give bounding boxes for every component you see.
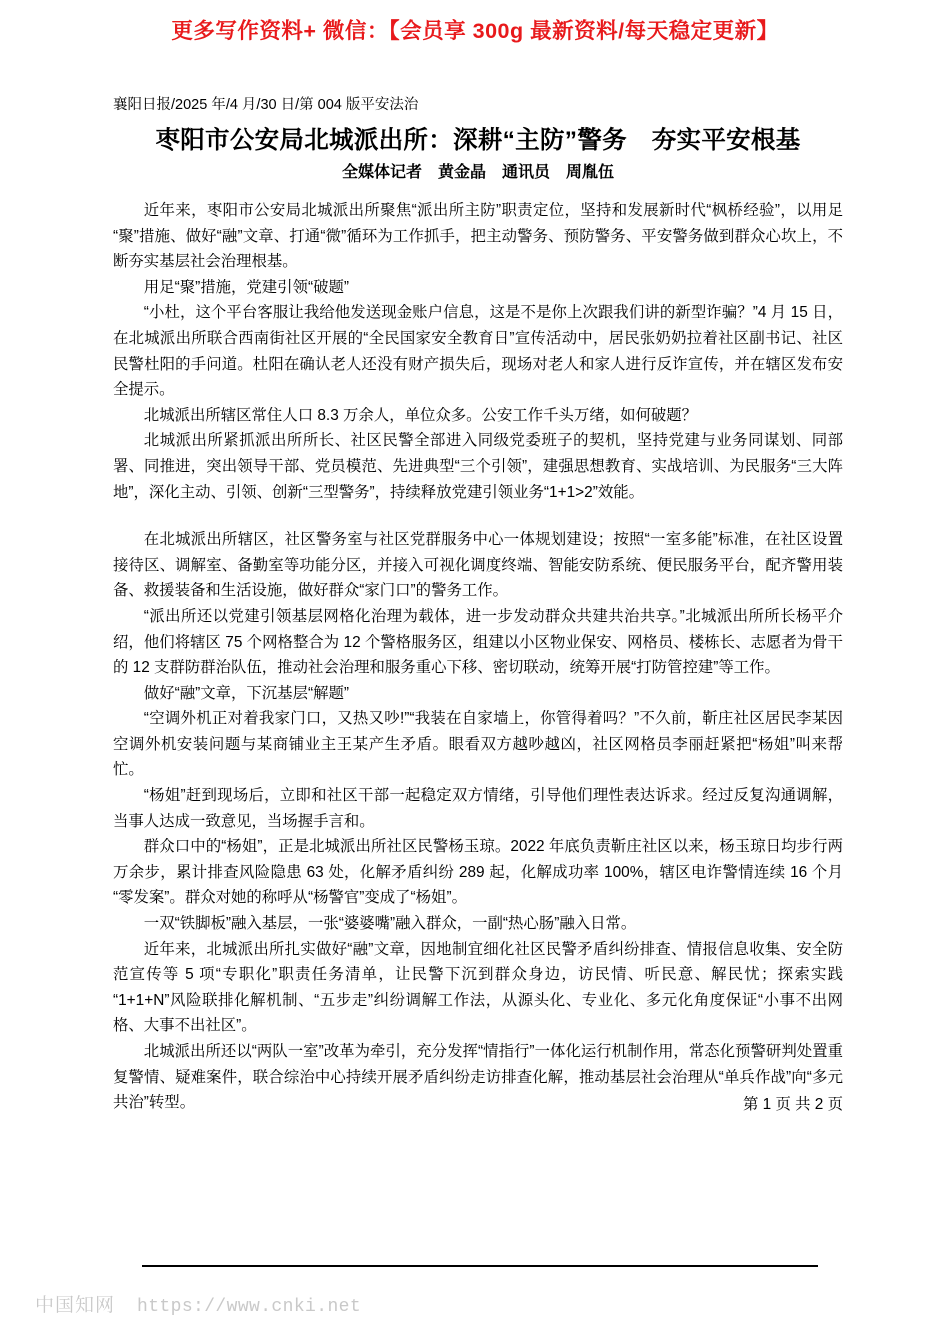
section-heading-rong: 做好“融”文章，下沉基层“解题” — [143, 684, 349, 702]
body-paragraph: “派出所还以党建引领基层网格化治理为载体，进一步发动群众共建共治共享。”北城派出所所长杨平介绍，他们将辖区 75 个网格整合为 12 个警格服务区，组建以小区物业保安、网格员、楼栋长、志愿者为骨干的 12 支群防群治队伍，推动社会治理和服务重心下移、密切联动，统筹开展“打防管控建”等工作。 — [113, 607, 843, 677]
page-title: 枣阳市公安局北城派出所：深耕“主防”警务 夯实平安根基 — [155, 127, 801, 154]
section-heading-ju: 用足“聚”措施，党建引领“破题” — [143, 278, 349, 296]
article-container — [113, 95, 843, 1116]
body-paragraph: 北城派出所紧抓派出所所长、社区民警全部进入同级党委班子的契机，坚持党建与业务同谋划、同部署、同推进，突出领导干部、党员模范、先进典型“三个引领”，建强思想教育、实战培训、为民服务“三大阵地”，深化主动、引领、创新“三型警务”，持续释放党建引领业务“1+1>2”效能。 — [113, 432, 843, 501]
page-indicator: 第 1 页 共 2 页 — [742, 1096, 843, 1113]
article-source-line: 襄阳日报/2025 年/4 月/30 日/第 004 版平安法治 — [113, 97, 419, 113]
cnki-logo-text: 中国知网 — [35, 1295, 116, 1316]
body-paragraph: 北城派出所辖区常住人口 8.3 万余人，单位众多。公安工作千头万绪，如何破题？ — [143, 406, 698, 424]
article-body — [113, 198, 843, 1116]
body-paragraph: “小杜，这个平台客服让我给他发送现金账户信息，这是不是你上次跟我们讲的新型诈骗？”4 月 15 日，在北城派出所联合西南街社区开展的“全民国家安全教育日”宣传活动中，居民张奶奶拉着社区副书记、社区民警杜阳的手问道。杜阳在确认老人还没有财产损失后，现场对老人和家人进行反诈宣传，并在辖区发布安全提示。 — [113, 304, 843, 399]
body-paragraph: “空调外机正对着我家门口，又热又吵!”“我装在自家墙上，你管得着吗？”不久前，靳庄社区居民李某因空调外机安装问题与某商铺业主王某产生矛盾。眼看双方越吵越凶，社区网格员李丽赶紧把“杨姐”叫来帮忙。 — [113, 710, 843, 779]
body-paragraph: 一双“铁脚板”融入基层，一张“婆婆嘴”融入群众，一副“热心肠”融入日常。 — [143, 915, 637, 933]
article-byline: 全媒体记者 黄金晶 通讯员 周胤伍 — [341, 164, 614, 181]
cnki-watermark — [35, 1290, 361, 1317]
body-paragraph: 近年来，北城派出所扎实做好“融”文章，因地制宜细化社区民警矛盾纠纷排查、情报信息收集、安全防范宣传等 5 项“专职化”职责任务清单，让民警下沉到群众身边，访民情、听民意、解民忧；探索实践“1+1+N”风险联排化解机制、“五步走”纠纷调解工作法，从源头化、专业化、多元化角度保证“小事不出网格、大事不出社区”。 — [113, 940, 843, 1035]
promo-banner: 更多写作资料+ 微信：【会员享 300g 最新资料/每天稳定更新】 — [171, 19, 779, 43]
footer-divider — [142, 1265, 818, 1267]
cnki-url-text: https://www.cnki.net — [137, 1297, 362, 1317]
body-paragraph: 北城派出所还以“两队一室”改革为牵引，充分发挥“情指行”一体化运行机制作用，常态化预警研判处置重复警情、疑难案件，联合综治中心持续开展矛盾纠纷走访排查化解，推动基层社会治理从“单兵作战”向“多元共治”转型。 — [113, 1043, 843, 1112]
body-paragraph: 近年来，枣阳市公安局北城派出所聚焦“派出所主防”职责定位，坚持和发展新时代“枫桥经验”，以用足“聚”措施、做好“融”文章、打通“微”循环为工作抓手，把主动警务、预防警务、平安警务做到群众心坎上，不断夯实基层社会治理根基。 — [113, 202, 843, 271]
body-paragraph: 群众口中的“杨姐”，正是北城派出所社区民警杨玉琼。2022 年底负责靳庄社区以来，杨玉琼日均步行两万余步，累计排查风险隐患 63 处，化解矛盾纠纷 289 起，化解成功率 100%，辖区电诈警情连续 16 个月“零发案”。群众对她的称呼从“杨警官”变成了“杨姐”。 — [113, 838, 843, 907]
body-paragraph: “杨姐”赶到现场后，立即和社区干部一起稳定双方情绪，引导他们理性表达诉求。经过反复沟通调解，当事人达成一致意见，当场握手言和。 — [113, 787, 843, 830]
body-paragraph: 在北城派出所辖区，社区警务室与社区党群服务中心一体规划建设；按照“一室多能”标准，在社区设置接待区、调解室、备勤室等功能分区，并接入可视化调度终端、智能安防系统、便民服务平台，配齐警用装备、救援装备和生活设施，做好群众“家门口”的警务工作。 — [113, 531, 843, 600]
